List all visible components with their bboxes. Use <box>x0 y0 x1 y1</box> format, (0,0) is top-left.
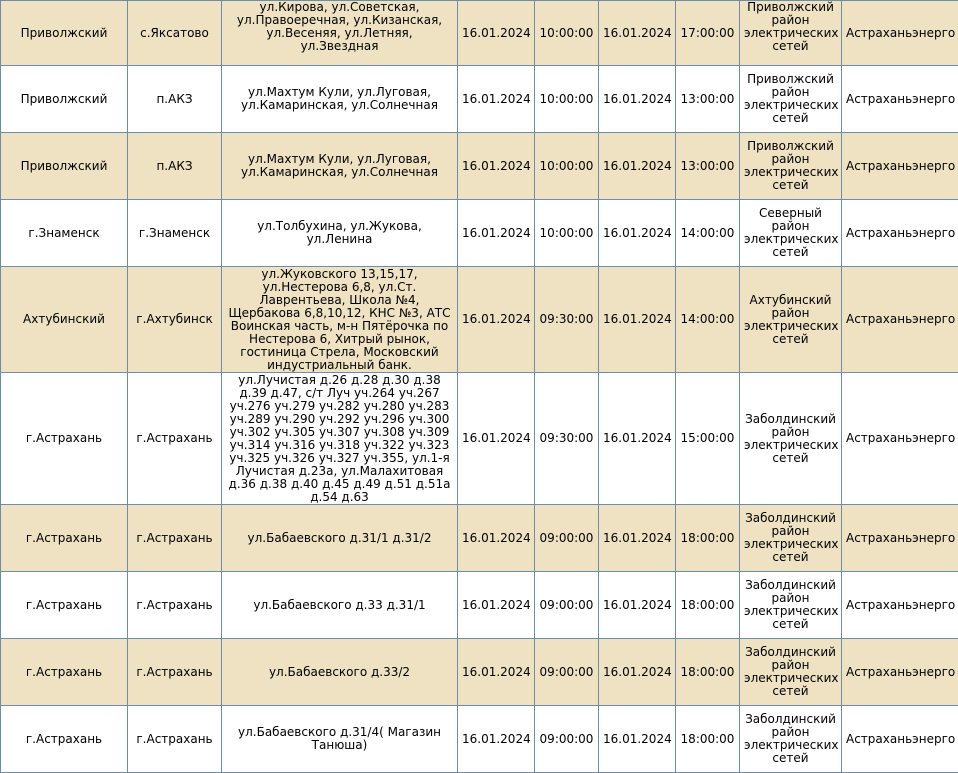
start-date-cell: 16.01.2024 <box>458 133 535 200</box>
start-date-cell: 16.01.2024 <box>458 373 535 505</box>
streets-cell: ул.Махтум Кули, ул.Луговая, ул.Камаринская, ул.Солнечная <box>222 133 458 200</box>
org-cell: Астраханьэнерго <box>842 1 958 66</box>
district-cell: г.Астрахань <box>1 706 128 773</box>
network-cell: Заболдинский район электрических сетей <box>740 373 842 505</box>
streets-cell: ул.Бабаевского д.33 д.31/1 <box>222 572 458 639</box>
streets-cell: ул.Толбухина, ул.Жукова, ул.Ленина <box>222 200 458 267</box>
table-row <box>1 373 958 505</box>
locality-cell: г.Знаменск <box>128 200 222 267</box>
district-cell: г.Астрахань <box>1 505 128 572</box>
start-time-cell: 10:00:00 <box>535 66 599 133</box>
end-date-cell: 16.01.2024 <box>599 200 676 267</box>
streets-cell: ул.Лучистая д.26 д.28 д.30 д.38 д.39 д.47, с/т Луч уч.264 уч.267 уч.276 уч.279 уч.282 уч.280 уч.283 уч.289 уч.290 уч.292 уч.296 уч.300 уч.302 уч.305 уч.307 уч.308 уч.309 уч.314 уч.316 уч.318 уч.322 уч.323 уч.325 уч.326 уч.327 уч.355, ул.1-я Лучистая д.23а, ул.Малахитовая д.36 д.38 д.40 д.45 д.49 д.51 д.51а д.54 д.63 <box>222 373 458 505</box>
start-time-cell: 09:00:00 <box>535 572 599 639</box>
start-time-cell: 09:00:00 <box>535 639 599 706</box>
end-time-cell: 15:00:00 <box>676 373 740 505</box>
table-row <box>1 66 958 133</box>
network-cell: Заболдинский район электрических сетей <box>740 639 842 706</box>
org-cell: Астраханьэнерго <box>842 66 958 133</box>
start-date-cell: 16.01.2024 <box>458 200 535 267</box>
network-cell: Северный район электрических сетей <box>740 200 842 267</box>
district-cell: г.Астрахань <box>1 373 128 505</box>
start-time-cell: 10:00:00 <box>535 133 599 200</box>
streets-cell: ул.Кирова, ул.Советская, ул.Правоеречная, ул.Кизанская, ул.Весеняя, ул.Летняя, ул.Звездная <box>222 1 458 66</box>
end-date-cell: 16.01.2024 <box>599 639 676 706</box>
streets-cell: ул.Бабаевского д.31/4( Магазин Танюша) <box>222 706 458 773</box>
org-cell: Астраханьэнерго <box>842 572 958 639</box>
district-cell: Приволжский <box>1 66 128 133</box>
end-time-cell: 18:00:00 <box>676 706 740 773</box>
end-date-cell: 16.01.2024 <box>599 267 676 373</box>
org-cell: Астраханьэнерго <box>842 706 958 773</box>
org-cell: Астраханьэнерго <box>842 505 958 572</box>
org-cell: Астраханьэнерго <box>842 373 958 505</box>
locality-cell: г.Астрахань <box>128 572 222 639</box>
network-cell: Приволжский район электрических сетей <box>740 133 842 200</box>
end-date-cell: 16.01.2024 <box>599 1 676 66</box>
locality-cell: с.Яксатово <box>128 1 222 66</box>
start-date-cell: 16.01.2024 <box>458 66 535 133</box>
start-date-cell: 16.01.2024 <box>458 267 535 373</box>
end-date-cell: 16.01.2024 <box>599 572 676 639</box>
end-time-cell: 18:00:00 <box>676 572 740 639</box>
network-cell: Ахтубинский район электрических сетей <box>740 267 842 373</box>
start-date-cell: 16.01.2024 <box>458 706 535 773</box>
streets-cell: ул.Бабаевского д.33/2 <box>222 639 458 706</box>
network-cell: Заболдинский район электрических сетей <box>740 572 842 639</box>
end-time-cell: 14:00:00 <box>676 267 740 373</box>
network-cell: Заболдинский район электрических сетей <box>740 505 842 572</box>
locality-cell: г.Ахтубинск <box>128 267 222 373</box>
start-date-cell: 16.01.2024 <box>458 505 535 572</box>
end-time-cell: 13:00:00 <box>676 133 740 200</box>
start-date-cell: 16.01.2024 <box>458 639 535 706</box>
start-time-cell: 10:00:00 <box>535 200 599 267</box>
table-row <box>1 133 958 200</box>
end-time-cell: 13:00:00 <box>676 66 740 133</box>
org-cell: Астраханьэнерго <box>842 267 958 373</box>
start-time-cell: 09:30:00 <box>535 373 599 505</box>
table-row <box>1 505 958 572</box>
org-cell: Астраханьэнерго <box>842 133 958 200</box>
table-row <box>1 1 958 66</box>
streets-cell: ул.Жуковского 13,15,17, ул.Нестерова 6,8, ул.Ст. Лаврентьева, Школа №4, Щербакова 6,8,10,12, КНС №3, АТС Воинская часть, м-н Пятёрочка по Нестерова 6, Хитрый рынок, гостиница Стрела, Московский индустриальный банк. <box>222 267 458 373</box>
streets-cell: ул.Махтум Кули, ул.Луговая, ул.Камаринская, ул.Солнечная <box>222 66 458 133</box>
end-time-cell: 14:00:00 <box>676 200 740 267</box>
network-cell: Заболдинский район электрических сетей <box>740 706 842 773</box>
start-time-cell: 10:00:00 <box>535 1 599 66</box>
locality-cell: г.Астрахань <box>128 505 222 572</box>
end-date-cell: 16.01.2024 <box>599 133 676 200</box>
start-date-cell: 16.01.2024 <box>458 572 535 639</box>
end-date-cell: 16.01.2024 <box>599 505 676 572</box>
table-row <box>1 706 958 773</box>
locality-cell: г.Астрахань <box>128 706 222 773</box>
district-cell: г.Знаменск <box>1 200 128 267</box>
district-cell: Ахтубинский <box>1 267 128 373</box>
table-row <box>1 200 958 267</box>
locality-cell: г.Астрахань <box>128 639 222 706</box>
end-time-cell: 17:00:00 <box>676 1 740 66</box>
district-cell: Приволжский <box>1 133 128 200</box>
district-cell: г.Астрахань <box>1 572 128 639</box>
start-time-cell: 09:00:00 <box>535 706 599 773</box>
start-time-cell: 09:30:00 <box>535 267 599 373</box>
locality-cell: п.АКЗ <box>128 66 222 133</box>
end-date-cell: 16.01.2024 <box>599 373 676 505</box>
end-time-cell: 18:00:00 <box>676 505 740 572</box>
district-cell: г.Астрахань <box>1 639 128 706</box>
locality-cell: г.Астрахань <box>128 373 222 505</box>
table-row <box>1 639 958 706</box>
district-cell: Приволжский <box>1 1 128 66</box>
locality-cell: п.АКЗ <box>128 133 222 200</box>
table-row <box>1 572 958 639</box>
network-cell: Приволжский район электрических сетей <box>740 66 842 133</box>
end-date-cell: 16.01.2024 <box>599 66 676 133</box>
end-time-cell: 18:00:00 <box>676 639 740 706</box>
network-cell: Приволжский район электрических сетей <box>740 1 842 66</box>
org-cell: Астраханьэнерго <box>842 639 958 706</box>
streets-cell: ул.Бабаевского д.31/1 д.31/2 <box>222 505 458 572</box>
start-date-cell: 16.01.2024 <box>458 1 535 66</box>
table-row <box>1 267 958 373</box>
start-time-cell: 09:00:00 <box>535 505 599 572</box>
end-date-cell: 16.01.2024 <box>599 706 676 773</box>
org-cell: Астраханьэнерго <box>842 200 958 267</box>
